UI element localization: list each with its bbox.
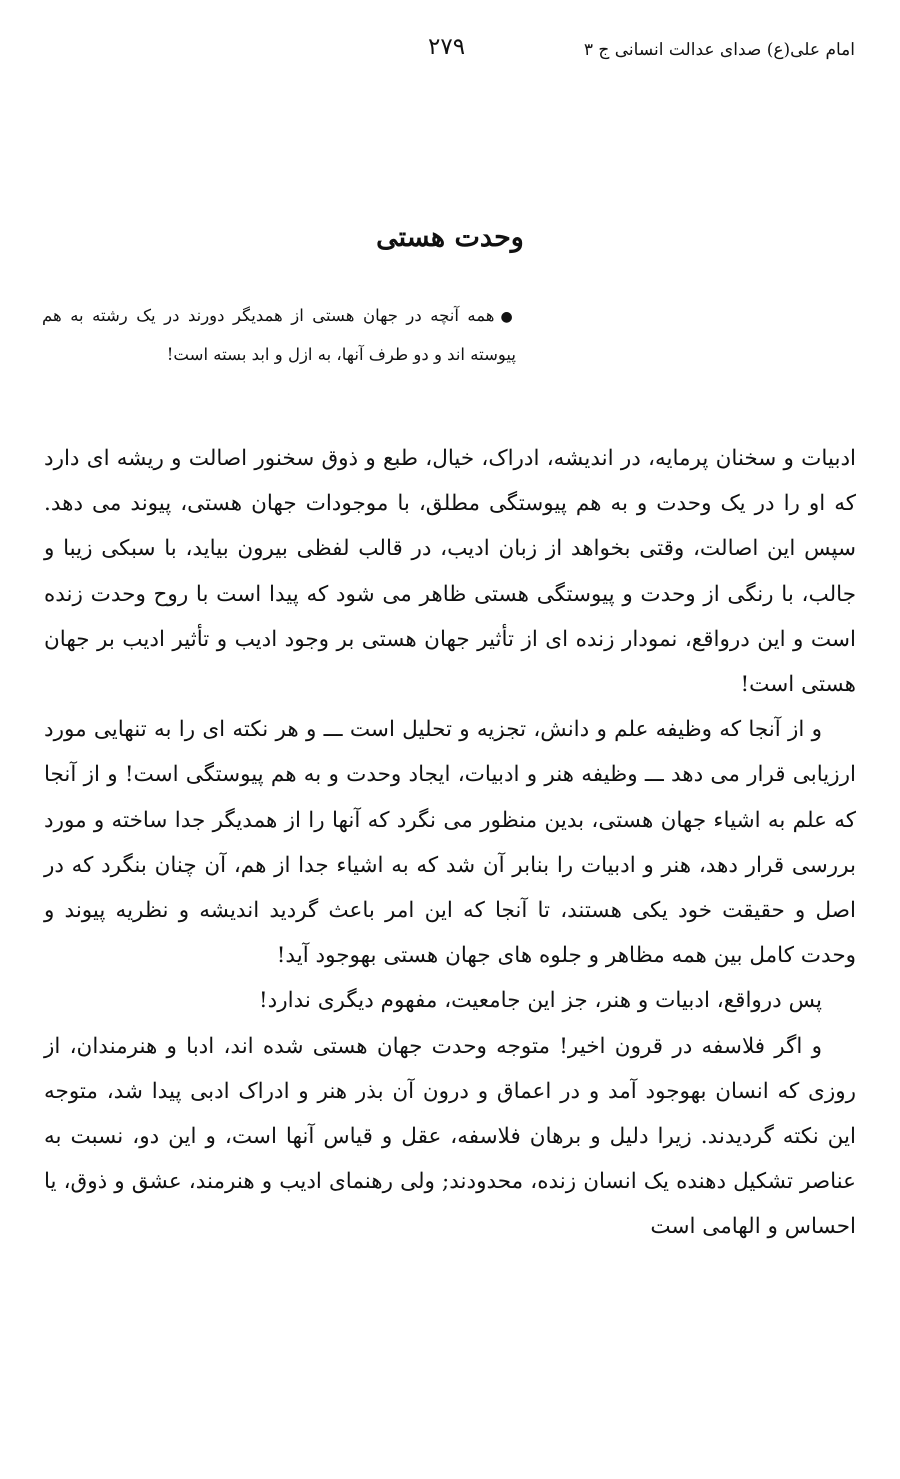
paragraph-4: و اگر فلاسفه در قرون اخیر! متوجه وحدت جهان هستی شده اند، ادبا و هنرمندان، از روزی که انسان بهوجود آمد و در اعماق و درون آن بذر هنر و ادراک ادبی پیدا شد، متوجه این نکته گردیدند. زیرا دلیل و برهان فلاسفه، عقل و قیاس آنها است، و این دو، نسبت به عناصر تشکیل دهنده یک انسان زنده، محدودند; ولی رهنمای ادیب و هنرمند، عشق و ذوق، یا احساس و الهامی است — [44, 1033, 856, 1240]
paragraph-3: پس درواقع، ادبیات و هنر، جز این جامعیت، مفهوم دیگری ندارد! — [259, 988, 822, 1014]
paragraph-1: ادبیات و سخنان پرمایه، در اندیشه، ادراک، خیال، طبع و ذوق سخنور اصالت و ریشه ای دارد که او را در یک وحدت و به هم پیوستگی مطلق، با موجودات جهان هستی، پیوند می دهد. سپس این اصالت، وقتی بخواهد از زبان ادیب، در قالب لفظی بیرون بیاید، با سبکی زیبا و جالب، با رنگی از وحدت و پیوستگی هستی ظاهر می شود که پیدا است با روح وحدت زنده است و این درواقع، نمودار زنده ای از تأثیر جهان هستی بر وجود ادیب و تأثیر ادیب بر جهان هستی است! — [44, 446, 856, 698]
chapter-title: وحدت هستی — [376, 222, 524, 253]
running-title: امام علی(ع) صدای عدالت انسانی ج ۳ — [583, 40, 855, 60]
bullet-icon: ● — [500, 309, 516, 325]
summary-bullet-point — [42, 297, 516, 374]
page-number: ۲۷۹ — [428, 34, 466, 60]
page-header — [40, 34, 855, 74]
paragraph-2: و از آنجا که وظیفه علم و دانش، تجزیه و تحلیل است ـــ و هر نکته ای را به تنهایی مورد ارزیابی قرار می دهد ـــ وظیفه هنر و ادبیات، ایجاد وحدت و به هم پیوستگی است! و از آنجا که علم به اشیاء جهان هستی، بدین منظور می نگرد که آنها را از همدیگر جدا ساخته و مورد بررسی قرار دهد، هنر و ادبیات را بنابر آن شد که به اشیاء جدا از هم، آن چنان بنگرد که در اصل و حقیقت خود یکی هستند، تا آنجا که این امر باعث گردید اندیشه و نظریه پیوند و وحدت کامل بین همه مظاهر و جلوه های جهان هستی بهوجود آید! — [44, 717, 856, 969]
body-text — [44, 436, 856, 1250]
summary-text: همه آنچه در جهان هستی از همدیگر دورند در یک رشته به هم پیوسته اند و دو طرف آنها، به ازل و ابد بسته است! — [42, 306, 516, 364]
